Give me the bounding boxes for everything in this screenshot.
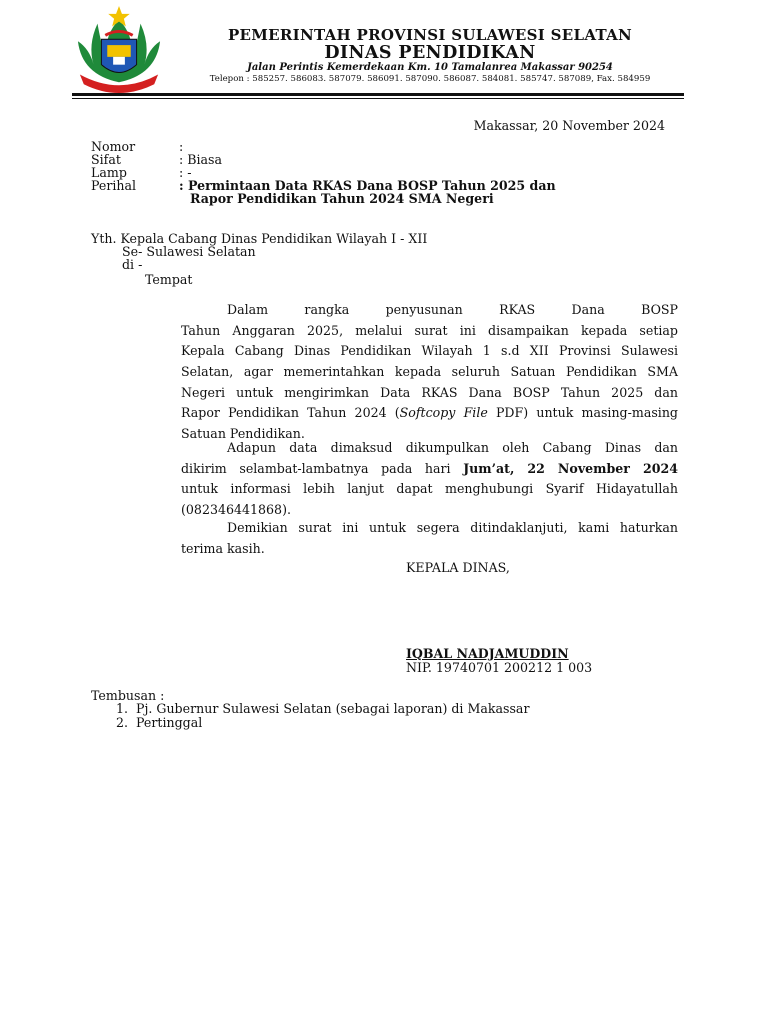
letter-date: Makassar, 20 November 2024	[473, 118, 665, 133]
paragraph-1-line	[181, 403, 678, 424]
cc-item-text: Pj. Gubernur Sulawesi Selatan (sebagai laporan) di Makassar	[136, 701, 530, 716]
meta-value-lamp: : -	[179, 165, 192, 180]
paragraph-2-line	[181, 459, 678, 480]
meta-value-perihal-line2: Rapor Pendidikan Tahun 2024 SMA Negeri	[190, 191, 494, 206]
letterhead-address: Jalan Perintis Kemerdekaan Km. 10 Tamalanrea Makassar 90254	[247, 62, 613, 73]
paragraph-3-line: Demikian surat ini untuk segera ditindaklanjuti, kami haturkan	[227, 520, 678, 535]
meta-label-perihal: Perihal	[91, 178, 137, 193]
paragraph-1-line: Dalam rangka penyusunan RKAS Dana BOSP	[227, 302, 678, 317]
meta-label-nomor: Nomor	[91, 139, 136, 154]
cc-item-number: 1.	[116, 701, 129, 716]
text-run: dikirim selambat-lambatnya pada hari	[181, 460, 464, 476]
paragraph-1-line: Satuan Pendidikan.	[181, 426, 305, 442]
paragraph-1-line: Selatan, agar memerintahkan kepada seluruh Satuan Pendidikan SMA	[181, 364, 678, 380]
meta-value-sifat: : Biasa	[179, 152, 223, 167]
paragraph-3-line: terima kasih.	[181, 540, 265, 556]
cc-item	[116, 715, 202, 730]
paragraph-1-line: Kepala Cabang Dinas Pendidikan Wilayah 1 s.d XII Provinsi Sulawesi	[181, 343, 678, 359]
meta-value-nomor: :	[179, 139, 184, 154]
paragraph-3	[181, 518, 678, 559]
letterhead-agency: DINAS PENDIDIKAN	[324, 43, 536, 63]
recipient-line1: Yth. Kepala Cabang Dinas Pendidikan Wilayah I - XII	[91, 231, 428, 246]
cc-item-text: Pertinggal	[136, 715, 203, 730]
paragraph-2	[181, 438, 678, 521]
paragraph-2-line: Adapun data dimaksud dikumpulkan oleh Cabang Dinas dan	[227, 440, 678, 455]
italic-text-run: Softcopy File	[399, 405, 488, 421]
meta-value-perihal: : Permintaan Data RKAS Dana BOSP Tahun 2025 dan	[179, 178, 556, 193]
deadline-date: Jum’at, 22 November 2024	[463, 460, 678, 476]
letterhead-rule-thin	[72, 98, 684, 99]
cc-item-number: 2.	[116, 715, 129, 730]
recipient-line4: Tempat	[145, 272, 193, 287]
letterhead-phone: Telepon : 585257. 586083. 587079. 586091. 587090. 586087. 584081. 585747. 587089, Fax. 584959	[209, 74, 651, 84]
paragraph-1-line: Tahun Anggaran 2025, melalui surat ini disampaikan kepada setiap	[181, 322, 678, 338]
cc-heading: Tembusan :	[91, 688, 165, 703]
provincial-emblem-icon	[70, 6, 168, 94]
signature-name: IQBAL NADJAMUDDIN	[406, 646, 569, 661]
signature-nip: NIP. 19740701 200212 1 003	[406, 660, 593, 675]
paragraph-1	[181, 300, 678, 445]
recipient-line2: Se- Sulawesi Selatan	[122, 244, 256, 259]
letterhead-rule-thick	[72, 93, 684, 96]
recipient-line3: di -	[122, 257, 143, 272]
letterhead-government: PEMERINTAH PROVINSI SULAWESI SELATAN	[227, 26, 633, 44]
paragraph-1-line: Negeri untuk mengirimkan Data RKAS Dana BOSP Tahun 2025 dan	[181, 384, 678, 400]
signature-title: KEPALA DINAS,	[406, 560, 510, 575]
cc-item	[116, 701, 529, 716]
paragraph-2-line: (082346441868).	[181, 502, 291, 518]
meta-label-sifat: Sifat	[91, 152, 121, 167]
paragraph-2-line: untuk informasi lebih lanjut dapat menghubungi Syarif Hidayatullah	[181, 481, 678, 497]
meta-label-lamp: Lamp	[91, 165, 127, 180]
text-run: PDF) untuk masing-masing	[487, 405, 678, 421]
text-run: Rapor Pendidikan Tahun 2024 (	[181, 405, 400, 421]
